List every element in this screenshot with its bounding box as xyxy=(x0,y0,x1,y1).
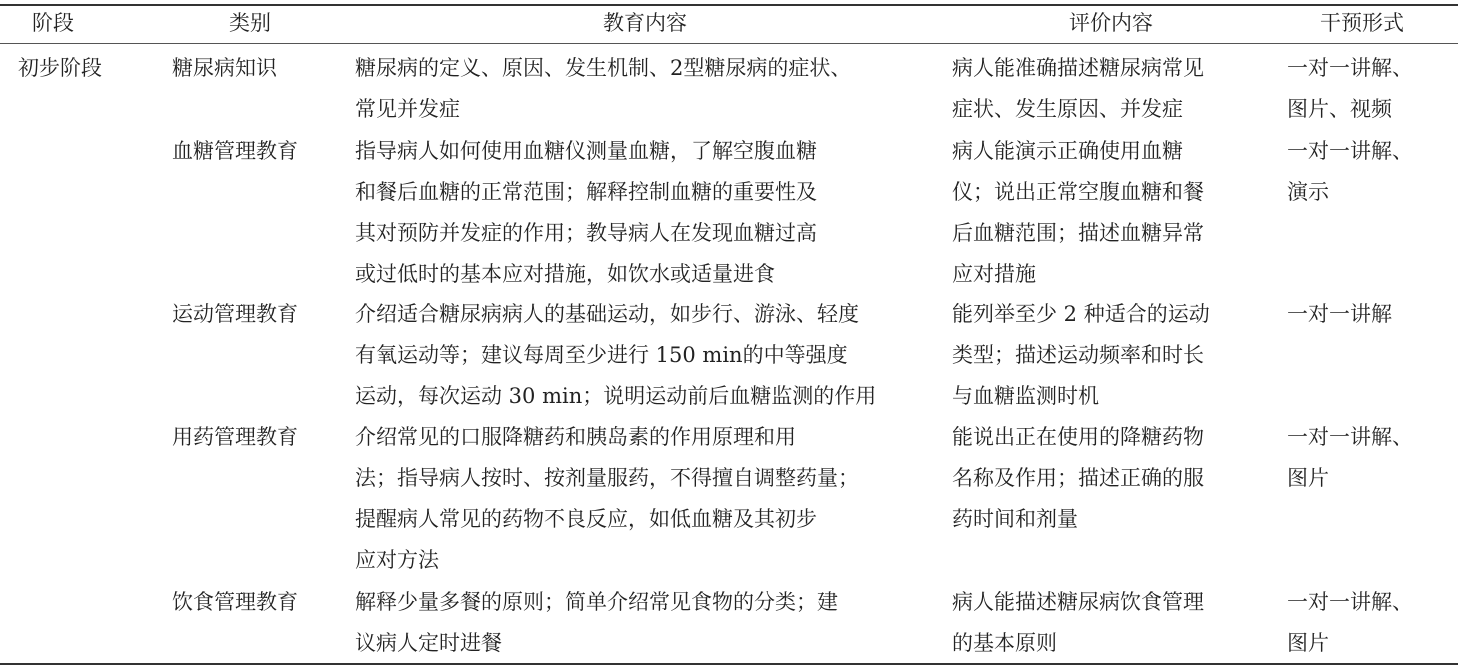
evaluation-line: 名称及作用；描述正确的服 xyxy=(952,466,1204,490)
education-line: 运动，每次运动 30 min；说明运动前后血糖监测的作用 xyxy=(355,384,877,408)
evaluation-line: 症状、发生原因、并发症 xyxy=(952,97,1183,121)
evaluation-line: 应对措施 xyxy=(952,262,1036,286)
evaluation-line: 后血糖范围；描述血糖异常 xyxy=(952,221,1204,245)
header-evaluation: 评价内容 xyxy=(1069,11,1153,35)
row-education xyxy=(355,131,935,295)
evaluation-line: 病人能准确描述糖尿病常见 xyxy=(952,56,1204,80)
evaluation-line: 病人能演示正确使用血糖 xyxy=(952,139,1183,163)
row-category: 糖尿病知识 xyxy=(172,56,277,80)
evaluation-line: 能说出正在使用的降糖药物 xyxy=(952,425,1204,449)
row-form xyxy=(1287,48,1452,130)
education-line: 或过低时的基本应对措施，如饮水或适量进食 xyxy=(355,262,775,286)
stage-label: 初步阶段 xyxy=(18,56,102,80)
evaluation-line: 仪；说出正常空腹血糖和餐 xyxy=(952,180,1204,204)
row-evaluation xyxy=(952,131,1270,295)
education-line: 法；指导病人按时、按剂量服药，不得擅自调整药量； xyxy=(355,466,859,490)
form-line: 一对一讲解 xyxy=(1287,302,1392,326)
row-evaluation xyxy=(952,417,1270,540)
header-category: 类别 xyxy=(229,11,271,35)
education-line: 介绍常见的口服降糖药和胰岛素的作用原理和用 xyxy=(355,425,796,449)
row-form xyxy=(1287,131,1452,213)
education-line: 糖尿病的定义、原因、发生机制、2型糖尿病的症状、 xyxy=(355,56,852,80)
form-line: 图片 xyxy=(1287,466,1329,490)
education-line: 提醒病人常见的药物不良反应，如低血糖及其初步 xyxy=(355,507,817,531)
education-line: 议病人定时进餐 xyxy=(355,631,502,655)
education-line: 指导病人如何使用血糖仪测量血糖，了解空腹血糖 xyxy=(355,139,817,163)
form-line: 一对一讲解、 xyxy=(1287,590,1413,614)
education-line: 其对预防并发症的作用；教导病人在发现血糖过高 xyxy=(355,221,817,245)
row-evaluation xyxy=(952,294,1270,417)
form-line: 图片 xyxy=(1287,631,1329,655)
education-line: 常见并发症 xyxy=(355,97,460,121)
form-line: 演示 xyxy=(1287,180,1329,204)
evaluation-line: 能列举至少 2 种适合的运动 xyxy=(952,302,1210,326)
form-line: 一对一讲解、 xyxy=(1287,425,1413,449)
row-category: 血糖管理教育 xyxy=(172,139,298,163)
row-education xyxy=(355,417,935,581)
education-line: 介绍适合糖尿病病人的基础运动，如步行、游泳、轻度 xyxy=(355,302,859,326)
evaluation-line: 与血糖监测时机 xyxy=(952,384,1099,408)
row-evaluation xyxy=(952,48,1270,130)
education-line: 解释少量多餐的原则；简单介绍常见食物的分类；建 xyxy=(355,590,838,614)
header-stage: 阶段 xyxy=(32,11,74,35)
row-form xyxy=(1287,582,1452,664)
form-line: 图片、视频 xyxy=(1287,97,1392,121)
evaluation-line: 病人能描述糖尿病饮食管理 xyxy=(952,590,1204,614)
row-education xyxy=(355,582,935,664)
row-evaluation xyxy=(952,582,1270,664)
row-category: 用药管理教育 xyxy=(172,425,298,449)
row-education xyxy=(355,294,935,417)
form-line: 一对一讲解、 xyxy=(1287,56,1413,80)
education-line: 有氧运动等；建议每周至少进行 150 min的中等强度 xyxy=(355,343,848,367)
row-category: 饮食管理教育 xyxy=(172,590,298,614)
header-form: 干预形式 xyxy=(1320,11,1404,35)
education-line: 应对方法 xyxy=(355,548,439,572)
header-education: 教育内容 xyxy=(603,11,687,35)
table-header-rule xyxy=(0,43,1458,44)
row-form xyxy=(1287,294,1452,335)
form-line: 一对一讲解、 xyxy=(1287,139,1413,163)
evaluation-line: 的基本原则 xyxy=(952,631,1057,655)
education-line: 和餐后血糖的正常范围；解释控制血糖的重要性及 xyxy=(355,180,817,204)
evaluation-line: 药时间和剂量 xyxy=(952,507,1078,531)
row-education xyxy=(355,48,935,130)
evaluation-line: 类型；描述运动频率和时长 xyxy=(952,343,1204,367)
row-category: 运动管理教育 xyxy=(172,302,298,326)
row-form xyxy=(1287,417,1452,499)
